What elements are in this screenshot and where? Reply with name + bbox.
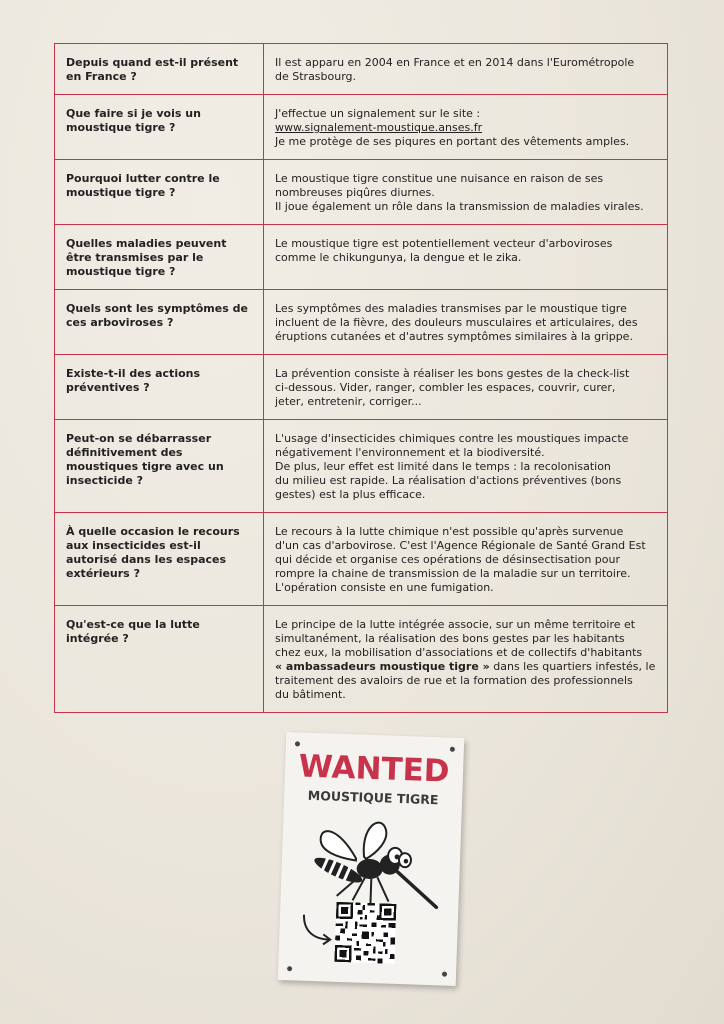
answer-line: Il joue également un rôle dans la transmission de maladies virales. <box>275 200 644 213</box>
faq-table <box>54 43 668 713</box>
answer-line: jeter, entretenir, corriger... <box>275 395 422 408</box>
faq-row <box>55 355 668 420</box>
answer-line: nombreuses piqûres diurnes. <box>275 186 435 199</box>
faq-row <box>55 225 668 290</box>
faq-answer <box>264 355 668 420</box>
faq-row <box>55 95 668 160</box>
faq-answer <box>264 513 668 606</box>
faq-row <box>55 606 668 713</box>
faq-question: Peut-on se débarrasser définitivement des moustiques tigre avec un insecticide ? <box>55 420 264 513</box>
answer-line: Le moustique tigre est potentiellement vecteur d'arboviroses <box>275 237 613 250</box>
faq-answer <box>264 160 668 225</box>
answer-line: du bâtiment. <box>275 688 346 701</box>
ambassadeurs-bold: « ambassadeurs moustique tigre » <box>275 660 490 673</box>
faq-question: Quels sont les symptômes de ces arboviroses ? <box>55 290 264 355</box>
faq-question: Depuis quand est-il présent en France ? <box>55 44 264 95</box>
faq-question: À quelle occasion le recours aux insecticides est-il autorisé dans les espaces extérieurs ? <box>55 513 264 606</box>
answer-line: gestes) est la plus efficace. <box>275 488 426 501</box>
faq-question: Quelles maladies peuvent être transmises par le moustique tigre ? <box>55 225 264 290</box>
pin-icon <box>295 741 300 746</box>
faq-row <box>55 160 668 225</box>
faq-answer <box>264 290 668 355</box>
answer-line <box>275 660 659 674</box>
faq-question: Pourquoi lutter contre le moustique tigre ? <box>55 160 264 225</box>
qr-code[interactable] <box>334 902 396 964</box>
answer-line: incluent de la fièvre, des douleurs musculaires et articulaires, des <box>275 316 638 329</box>
wanted-poster <box>278 732 465 986</box>
pin-icon <box>287 966 292 971</box>
answer-line: de Strasbourg. <box>275 70 357 83</box>
answer-line: L'opération consiste en une fumigation. <box>275 581 494 594</box>
answer-line: De plus, leur effet est limité dans le temps : la recolonisation <box>275 460 611 473</box>
answer-line: Je me protège de ses piqures en portant des vêtements amples. <box>275 135 630 148</box>
answer-line: L'usage d'insecticides chimiques contre les moustiques impacte <box>275 432 629 445</box>
answer-fragment: dans les quartiers infestés, le <box>489 660 656 673</box>
faq-row <box>55 513 668 606</box>
faq-answer <box>264 606 668 713</box>
faq-question: Que faire si je vois un moustique tigre ? <box>55 95 264 160</box>
faq-answer <box>264 225 668 290</box>
answer-line: éruptions cutanées et d'autres symptômes similaires à la grippe. <box>275 330 633 343</box>
answer-line: comme le chikungunya, la dengue et le zika. <box>275 251 522 264</box>
faq-row <box>55 44 668 95</box>
answer-line: J'effectue un signalement sur le site : <box>275 107 481 120</box>
answer-line: rompre la chaine de transmission de la maladie sur un territoire. <box>275 567 631 580</box>
faq-question: Qu'est-ce que la lutte intégrée ? <box>55 606 264 713</box>
answer-line: Le moustique tigre constitue une nuisance en raison de ses <box>275 172 604 185</box>
faq-row <box>55 290 668 355</box>
answer-line: simultanément, la réalisation des bons gestes par les habitants <box>275 632 625 645</box>
answer-line: Le recours à la lutte chimique n'est possible qu'après survenue <box>275 525 624 538</box>
answer-line: d'un cas d'arbovirose. C'est l'Agence Régionale de Santé Grand Est <box>275 539 646 552</box>
faq-question: Existe-t-il des actions préventives ? <box>55 355 264 420</box>
faq-row <box>55 420 668 513</box>
faq-answer <box>264 95 668 160</box>
answer-line: chez eux, la mobilisation d'associations et de collectifs d'habitants <box>275 646 643 659</box>
mosquito-illustration <box>296 806 449 911</box>
answer-line: La prévention consiste à réaliser les bons gestes de la check-list <box>275 367 630 380</box>
pin-icon <box>442 972 447 977</box>
answer-line: qui décide et organise ces opérations de désinsectisation pour <box>275 553 620 566</box>
poster-subtitle: MOUSTIQUE TIGRE <box>307 787 439 808</box>
answer-line: Les symptômes des maladies transmises par le moustique tigre <box>275 302 627 315</box>
answer-line: Le principe de la lutte intégrée associe, sur un même territoire et <box>275 618 636 631</box>
answer-line: ci-dessous. Vider, ranger, combler les espaces, couvrir, curer, <box>275 381 616 394</box>
answer-line: Il est apparu en 2004 en France et en 2014 dans l'Eurométropole <box>275 56 635 69</box>
poster-title: WANTED <box>298 748 451 790</box>
faq-answer <box>264 44 668 95</box>
pin-icon <box>450 747 455 752</box>
faq-answer <box>264 420 668 513</box>
answer-line: du milieu est rapide. La réalisation d'actions préventives (bons <box>275 474 622 487</box>
signalement-link[interactable]: www.signalement-moustique.anses.fr <box>275 121 483 134</box>
answer-line: traitement des avaloirs de rue et la formation des professionnels <box>275 674 633 687</box>
arrow-icon <box>299 911 336 948</box>
answer-line: négativement l'environnement et la biodiversité. <box>275 446 545 459</box>
